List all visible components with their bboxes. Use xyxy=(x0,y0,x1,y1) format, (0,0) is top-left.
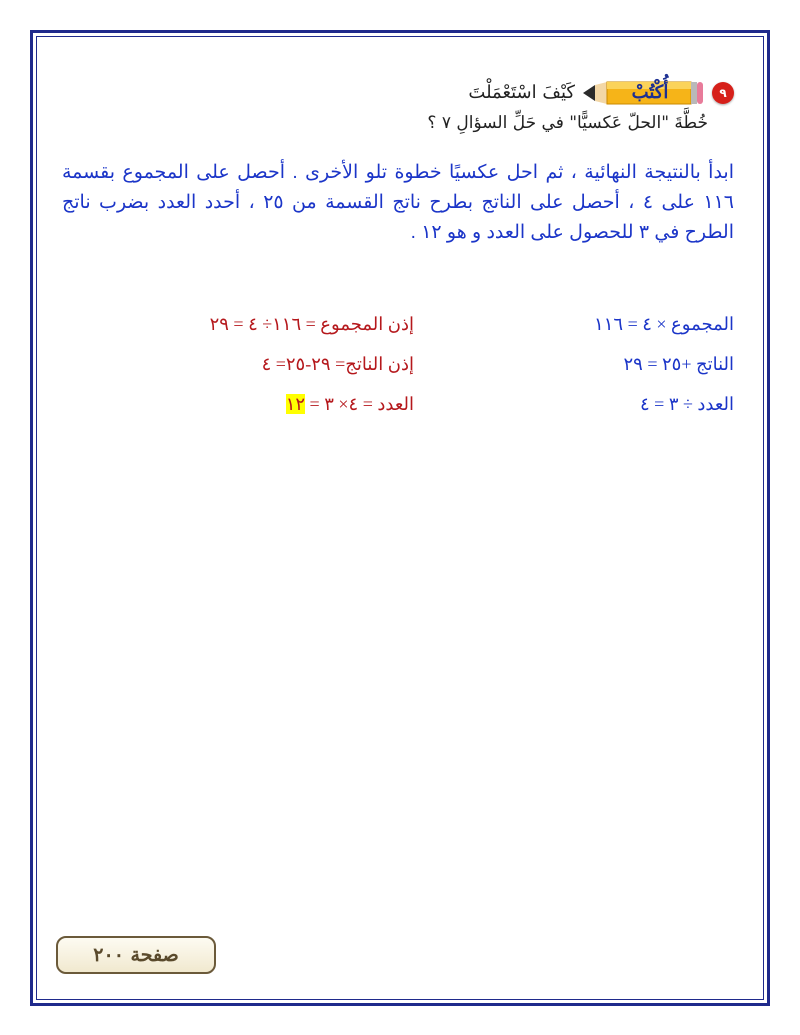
equation-result: الناتج +٢٥ = ٢٩ xyxy=(623,354,734,374)
answer-paragraph: ابدأ بالنتيجة النهائية ، ثم احل عكسيًا خطوة تلو الأخرى . أحصل على المجموع بقسمة ١١٦ على ٤ ، أحصل على الناتج بطرح ناتج القسمة من ٢٥ ، أحدد العدد بضرب ناتج الطرح في ٣ للحصول على العدد و هو ١٢ . xyxy=(62,162,734,243)
solution-result: إذن الناتج= ٢٩-٢٥= ٤ xyxy=(261,354,414,374)
equation-number: العدد ÷ ٣ = ٤ xyxy=(639,394,734,414)
page-number-label: صفحة ٢٠٠ xyxy=(93,944,179,966)
equation-sum: المجموع × ٤ = ١١٦ xyxy=(594,314,734,334)
final-answer-highlight: ١٢ xyxy=(285,394,306,414)
write-tag-label: أُكْتُبْ xyxy=(631,82,669,103)
solution-sum: إذن المجموع = ١١٦÷ ٤ = ٢٩ xyxy=(209,314,414,334)
question-number-badge: ٩ xyxy=(712,82,734,104)
solution-number-expression: العدد = ٤× ٣ = xyxy=(305,394,414,414)
solution-number xyxy=(286,394,414,415)
question-heading-line2: خُطَّةَ "الحلّ عَكسيًّا" في حَلِّ السؤالِ ٧ ؟ xyxy=(427,113,708,133)
question-heading-line1: كَيْفَ اسْتَعْمَلْتَ xyxy=(468,82,575,103)
